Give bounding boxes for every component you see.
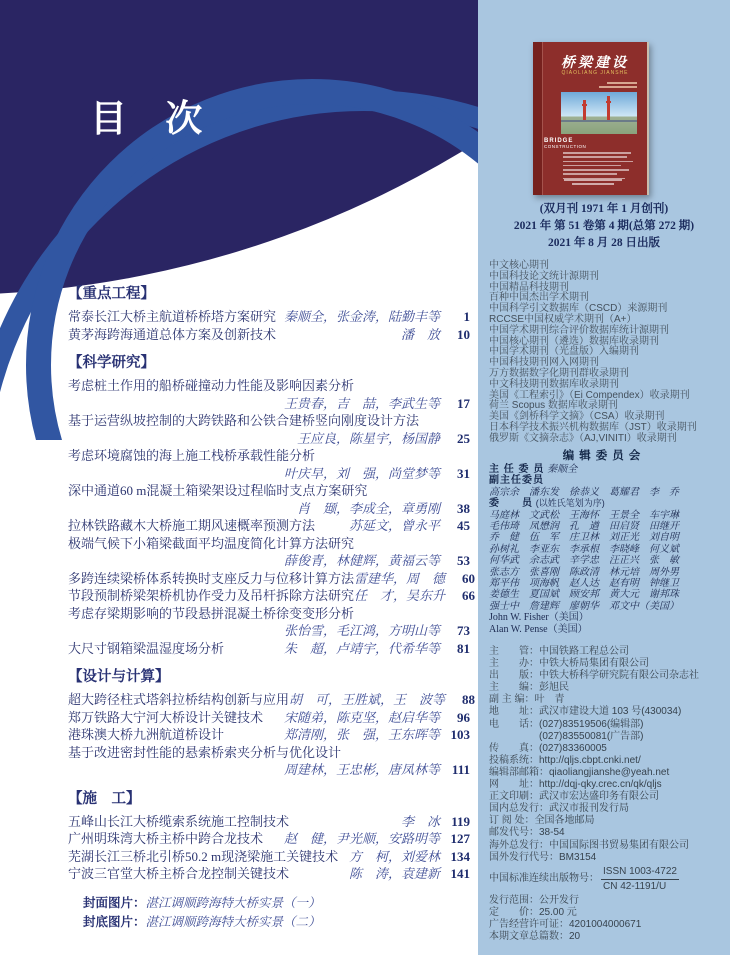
publishing-label: 国外发行代号：	[489, 851, 559, 863]
publishing-value: 38-54	[539, 827, 565, 839]
publishing-value: qiaoliangjianshe@yeah.net	[549, 766, 670, 778]
caption-label: 封面图片：	[83, 896, 146, 910]
caption-text: 湛江调顺跨海特大桥实景（一）	[145, 896, 321, 910]
publishing-label: 主 管：	[489, 646, 539, 657]
section-heading: 【科学研究】	[68, 355, 155, 371]
toc-entry	[68, 848, 470, 866]
toc-entry	[68, 308, 470, 326]
publishing-value: http://dqj-qky.crec.cn/qk/qljs	[539, 779, 662, 791]
article-title[interactable]: 宁波三官堂大桥主桥合龙控制关键技术	[68, 866, 290, 881]
publishing-label: 副 主 编：	[489, 694, 535, 706]
article-page-number[interactable]: 134	[450, 848, 470, 864]
section-heading: 【重点工程】	[68, 286, 155, 302]
publishing-label: 订 阅 处：	[489, 815, 535, 827]
publishing-value: BM3154	[559, 851, 597, 863]
publishing-row	[489, 706, 725, 718]
publishing-value: 中铁大桥科学研究院有限公司杂志社	[539, 670, 699, 682]
article-page-number[interactable]: 96	[457, 709, 470, 725]
article-page-number[interactable]: 10	[457, 326, 470, 342]
article-page-number[interactable]: 17	[457, 395, 470, 411]
publishing-value: (027)83360005	[539, 742, 607, 754]
publishing-row	[489, 670, 725, 682]
issn-row	[489, 866, 725, 893]
article-authors: 叶庆早，刘 强，尚堂梦等	[283, 465, 440, 481]
article-title[interactable]: 考虑存梁期影响的节段悬拼混凝土桥徐变变形分析	[68, 605, 355, 621]
toc-entry	[68, 865, 470, 883]
members-note: (以姓氏笔划为序)	[535, 498, 605, 509]
publishing-label: 地 址：	[489, 706, 539, 718]
cover-captions	[83, 894, 321, 932]
article-page-number[interactable]: 103	[450, 727, 470, 742]
cover-caption-line	[83, 894, 321, 913]
honor-item: 中文科技期刊数据库收录期刊	[489, 378, 619, 390]
article-title[interactable]: 拉林铁路藏木大桥施工期风速概率预测方法	[68, 518, 316, 533]
table-of-contents	[68, 284, 476, 883]
publishing-row	[489, 767, 725, 779]
member-row: 张志方 张喜刚 陈政清 林元培 周外男	[489, 566, 679, 578]
cover-spine	[533, 42, 543, 195]
article-title[interactable]: 黄茅海跨海通道总体方案及创新技术	[68, 326, 277, 342]
foreign-member: Alan W. Pense（美国）	[489, 623, 588, 635]
article-authors: 陈 涛，袁建新	[348, 866, 440, 881]
publishing-value: http://qljs.cbpt.cnki.net/	[539, 754, 641, 766]
toc-entry	[68, 482, 470, 517]
issn-label: 中国标准连续出版物号：	[489, 873, 599, 885]
journal-info-panel	[478, 0, 730, 955]
article-page-number[interactable]: 53	[457, 553, 470, 568]
article-title[interactable]: 常泰长江大桥主航道桥桥塔方案研究	[68, 309, 277, 324]
toc-entry	[68, 570, 476, 588]
section-entries	[68, 691, 476, 779]
article-title[interactable]: 五峰山长江大桥缆索系统施工控制技术	[68, 813, 290, 829]
article-title[interactable]: 大尺寸钢箱梁温湿度场分析	[68, 640, 225, 656]
article-page-number[interactable]: 141	[450, 866, 470, 881]
honor-item: 中国科学引文数据库（CSCD）来源期刊	[489, 303, 668, 315]
honor-item: 中国学术期刊（光盘版）入编期刊	[489, 346, 639, 358]
toc-entry	[68, 377, 470, 412]
article-title[interactable]: 深中通道60 m混凝土箱梁架设过程临时支点方案研究	[68, 483, 368, 498]
editorial-board-heading: 编辑委员会	[562, 450, 646, 462]
article-authors: 朱 超，卢靖宇，代希华等	[283, 640, 440, 656]
article-authors: 郑清刚，张 强，王东晖等	[283, 727, 440, 742]
article-authors: 宋随弟，陈克坚，赵启华等	[283, 709, 440, 725]
publishing-row	[489, 743, 725, 755]
publishing-value: 25.00 元	[539, 906, 577, 918]
article-title[interactable]: 极端气候下小箱梁截面平均温度简化计算方法研究	[68, 535, 355, 551]
honor-item: 美国《剑桥科学文摘》（CSA）收录期刊	[489, 411, 665, 423]
article-authors: 秦顺全，张金涛，陆勤丰等	[283, 309, 440, 324]
article-page-number[interactable]: 119	[451, 813, 470, 829]
publishing-row	[489, 803, 725, 815]
honor-item: 中国科技期刊网入网期刊	[489, 357, 599, 369]
publishing-value: (027)83550081(广告部)	[539, 730, 644, 742]
publishing-value: 公开发行	[539, 894, 579, 906]
member-row: 孙树礼 李亚东 李承根 李晓峰 何义斌	[489, 543, 679, 555]
publishing-label: 传 真：	[489, 742, 539, 754]
article-title[interactable]: 基于运营纵坡控制的大跨铁路和公铁合建桥竖向刚度设计方法	[68, 413, 420, 428]
cn-number: CN 42-1191/U	[603, 880, 667, 892]
publishing-value: 中国国际图书贸易集团有限公司	[549, 839, 689, 851]
article-authors: 赵 健，尹光顺，安路明等	[283, 831, 440, 846]
editorial-board	[489, 464, 717, 635]
publishing-label	[489, 731, 539, 742]
member-row: 郑平伟 项海帆 赵人达 赵有明 钟继卫	[489, 578, 679, 590]
issue-info	[478, 201, 730, 252]
journal-honors-list	[489, 261, 725, 445]
article-page-number[interactable]: 38	[457, 500, 470, 516]
toc-entry	[68, 744, 470, 779]
publishing-row	[489, 646, 725, 658]
honor-item: RCCSE中国权威学术期刊（A+）	[489, 313, 637, 325]
honor-item: 日本科学技术振兴机构数据库（JST）收录期刊	[489, 421, 697, 433]
toc-entry	[68, 535, 470, 570]
publishing-row	[489, 852, 725, 864]
toc-entry	[68, 326, 470, 344]
honor-item: 万方数据数字化期刊群收录期刊	[489, 367, 629, 379]
article-authors: 潘 放	[400, 326, 440, 342]
article-title[interactable]: 考虑环境腐蚀的海上施工栈桥承载性能分析	[68, 448, 316, 463]
publishing-value: 中国铁路工程总公司	[539, 646, 629, 657]
article-title[interactable]: 芜湖长江三桥北引桥50.2 m现浇梁施工关键技术	[68, 848, 339, 864]
member-rows	[489, 510, 717, 613]
publishing-row	[489, 719, 725, 731]
article-page-number[interactable]: 81	[457, 640, 470, 656]
honor-item: 俄罗斯《文摘杂志》（AJ,VINITI）收录期刊	[489, 432, 677, 444]
member-row: 姜德生 夏国斌 顾安邦 黄大元 谢邦珠	[489, 589, 679, 601]
article-page-number[interactable]: 45	[457, 518, 470, 533]
publishing-value: 武汉市报刊发行局	[549, 803, 629, 815]
director-label: 主 任 委 员	[489, 464, 545, 475]
article-authors: 雷建华，周 德	[354, 570, 446, 586]
publishing-rows	[489, 646, 725, 864]
article-page-number[interactable]: 31	[457, 465, 470, 481]
members-label: 委 员	[489, 498, 533, 510]
publishing-value: (027)83519506(编辑部)	[539, 718, 644, 730]
publishing-row	[489, 731, 725, 743]
publishing-row	[489, 907, 725, 919]
article-title[interactable]: 节段预制桥梁架桥机协作受力及吊杆拆除方法研究	[68, 588, 355, 603]
honor-item: 中国精品科技期刊	[489, 281, 569, 293]
toc-entry	[68, 605, 470, 640]
article-page-number[interactable]: 73	[457, 623, 470, 638]
publishing-row	[489, 791, 725, 803]
member-row: 乔 健 伍 军 庄卫林 刘正光 刘自明	[489, 532, 679, 544]
publishing-row	[489, 895, 725, 907]
article-page-number[interactable]: 25	[457, 430, 470, 446]
publishing-label: 正文印刷：	[489, 791, 539, 803]
cover-issue-meta-decoration	[577, 80, 637, 88]
article-authors: 苏延文，曾永平	[348, 518, 440, 533]
article-authors: 周建林，王忠彬，唐凤林等	[283, 762, 440, 777]
publishing-label: 主 办：	[489, 658, 539, 670]
publishing-label: 投稿系统：	[489, 754, 539, 766]
article-authors: 任 才，吴东升	[354, 588, 446, 603]
article-authors: 薛俊青，林健辉，黄福云等	[283, 553, 440, 568]
publishing-row	[489, 779, 725, 791]
board-director-row	[489, 464, 717, 475]
toc-entry	[68, 726, 470, 744]
deputy-director-label: 副主任委员	[489, 475, 544, 487]
section-heading: 【设计与计算】	[68, 669, 170, 685]
toc-entry	[68, 412, 470, 447]
issue-info-line: 2021 年 8 月 28 日出版	[547, 237, 661, 249]
issn-cn-stack	[601, 866, 679, 893]
publishing-label: 定 价：	[489, 906, 539, 918]
publishing-details	[489, 646, 725, 943]
toc-entry	[68, 587, 476, 605]
honor-item: 中文核心期刊	[489, 260, 549, 271]
publishing-row	[489, 694, 725, 706]
cover-english-title: BRIDGE CONSTRUCTION	[544, 138, 587, 149]
publishing-label: 广告经营许可证：	[489, 919, 569, 931]
issue-info-line: 2021 年 第 51 卷第 4 期(总第 272 期)	[513, 220, 695, 232]
cover-publisher-decoration	[553, 176, 633, 185]
toc-entry	[68, 640, 470, 658]
journal-cover[interactable]	[533, 42, 649, 195]
publishing-row	[489, 658, 725, 670]
member-row: 马庭林 文武松 王海怀 王景全 车宇琳	[489, 509, 679, 521]
publishing-value: 全国各地邮局	[534, 815, 595, 827]
deputy-director-names: 高宗余 潘东发 徐恭义 葛耀君 李 乔	[489, 486, 679, 498]
publishing-value: 武汉市建设大道 103 号(430034)	[539, 706, 682, 718]
toc-entry	[68, 813, 470, 831]
honor-item: 美国《工程索引》（Ei Compendex）收录期刊	[489, 389, 690, 401]
honor-item: 中国学术期刊综合评价数据库统计源期刊	[489, 324, 669, 336]
publishing-rows	[489, 895, 725, 943]
publishing-label: 邮发代号：	[489, 827, 539, 839]
member-row: 强士中 詹建辉 廖朝华 邓文中（美国）	[489, 600, 679, 612]
honor-item: 中国科技论文统计源期刊	[489, 270, 599, 282]
publishing-value: 彭旭民	[539, 682, 569, 694]
article-title[interactable]: 港珠澳大桥九洲航道桥设计	[68, 727, 225, 742]
publishing-row	[489, 827, 725, 839]
members-label-row	[489, 498, 717, 509]
issue-info-line: (双月刊 1971 年 1 月创刊)	[539, 203, 669, 215]
toc-entry	[68, 517, 470, 535]
publishing-label: 网 址：	[489, 779, 539, 791]
publishing-label: 主 编：	[489, 682, 539, 694]
publishing-row	[489, 931, 725, 943]
honor-item: 荷兰 Scopus 数据库收录期刊	[489, 400, 618, 412]
toc-entry	[68, 447, 470, 482]
article-page-number[interactable]: 1	[463, 309, 470, 324]
foreign-members	[489, 612, 717, 635]
article-page-number[interactable]: 60	[462, 570, 476, 586]
toc-title: 目 次	[90, 98, 217, 139]
publishing-value: 20	[569, 931, 581, 943]
article-title[interactable]: 多跨连续梁桥体系转换时支座反力与位移计算方法	[68, 570, 355, 586]
publishing-value: 中铁大桥局集团有限公司	[539, 658, 649, 670]
publishing-label: 电 话：	[489, 718, 539, 730]
article-authors: 胡 可，王胜斌，王 波等	[289, 692, 446, 707]
publishing-row	[489, 840, 725, 852]
article-page-number[interactable]: 88	[462, 692, 476, 707]
article-authors: 张怡雪，毛江鸿，方明山等	[283, 623, 440, 638]
honor-item: 中国核心期刊（遴选）数据库收录期刊	[489, 335, 659, 347]
publishing-label: 出 版：	[489, 670, 539, 682]
section-entries	[68, 308, 470, 343]
publishing-value: 武汉市宏达盛印务有限公司	[539, 791, 659, 803]
publishing-label: 编辑部邮箱：	[489, 766, 549, 778]
publishing-label: 本期文章总篇数：	[489, 931, 569, 943]
article-title[interactable]: 广州明珠湾大桥主桥中跨合龙技术	[68, 831, 264, 846]
article-title[interactable]: 超大跨径柱式塔斜拉桥结构创新与应用	[68, 692, 290, 707]
honor-item: 百种中国杰出学术期刊	[489, 292, 589, 304]
article-title[interactable]: 考虑桩土作用的船桥碰撞动力性能及影响因素分析	[68, 378, 355, 393]
caption-text: 湛江调顺跨海特大桥实景（二）	[145, 915, 321, 929]
article-title[interactable]: 郑万铁路大宁河大桥设计关键技术	[68, 709, 264, 725]
publishing-row	[489, 919, 725, 931]
publishing-row	[489, 755, 725, 767]
toc-entry	[68, 709, 470, 727]
publishing-value: 叶 青	[534, 694, 565, 706]
publishing-label: 国内总发行：	[489, 803, 549, 815]
article-page-number[interactable]: 127	[450, 831, 470, 846]
cover-pinyin: QIAOLIANG JIANSHE	[561, 70, 629, 76]
article-authors: 王应良，陈星宇，杨国静	[296, 430, 440, 446]
caption-label: 封底图片：	[83, 915, 146, 929]
member-row: 何华武 余志武 辛学忠 汪正兴 张 敏	[489, 555, 679, 567]
article-authors: 李 冰	[400, 813, 440, 829]
publishing-label: 海外总发行：	[489, 839, 549, 851]
publishing-row	[489, 815, 725, 827]
article-page-number[interactable]: 111	[451, 762, 470, 777]
article-page-number[interactable]: 66	[462, 588, 476, 603]
director-name: 秦顺全	[547, 464, 578, 475]
article-authors: 肖 颋，李成全，章勇刚	[296, 500, 440, 516]
foreign-member: John W. Fisher（美国）	[489, 612, 589, 624]
section-entries	[68, 813, 470, 883]
publishing-value: 4201004000671	[569, 919, 642, 931]
cover-caption-line	[83, 913, 321, 932]
section-heading: 【施 工】	[68, 790, 141, 807]
publishing-label: 发行范围：	[489, 894, 539, 906]
publishing-row	[489, 682, 725, 694]
issn-number: ISSN 1003-4722	[601, 866, 679, 880]
section-entries	[68, 377, 476, 657]
article-authors: 王贵春，吉 喆，李武生等	[283, 395, 440, 411]
toc-entry	[68, 691, 476, 709]
cover-title: 桥梁建设	[561, 56, 629, 71]
article-authors: 方 柯，刘爱林	[348, 848, 440, 864]
cover-photo-bridge	[561, 92, 637, 134]
member-row: 毛伟琦 凤懋润 孔 遒 田启贤 田继开	[489, 521, 679, 533]
toc-entry	[68, 830, 470, 848]
article-title[interactable]: 基于改进密封性能的悬索桥索夹分析与优化设计	[68, 744, 342, 760]
